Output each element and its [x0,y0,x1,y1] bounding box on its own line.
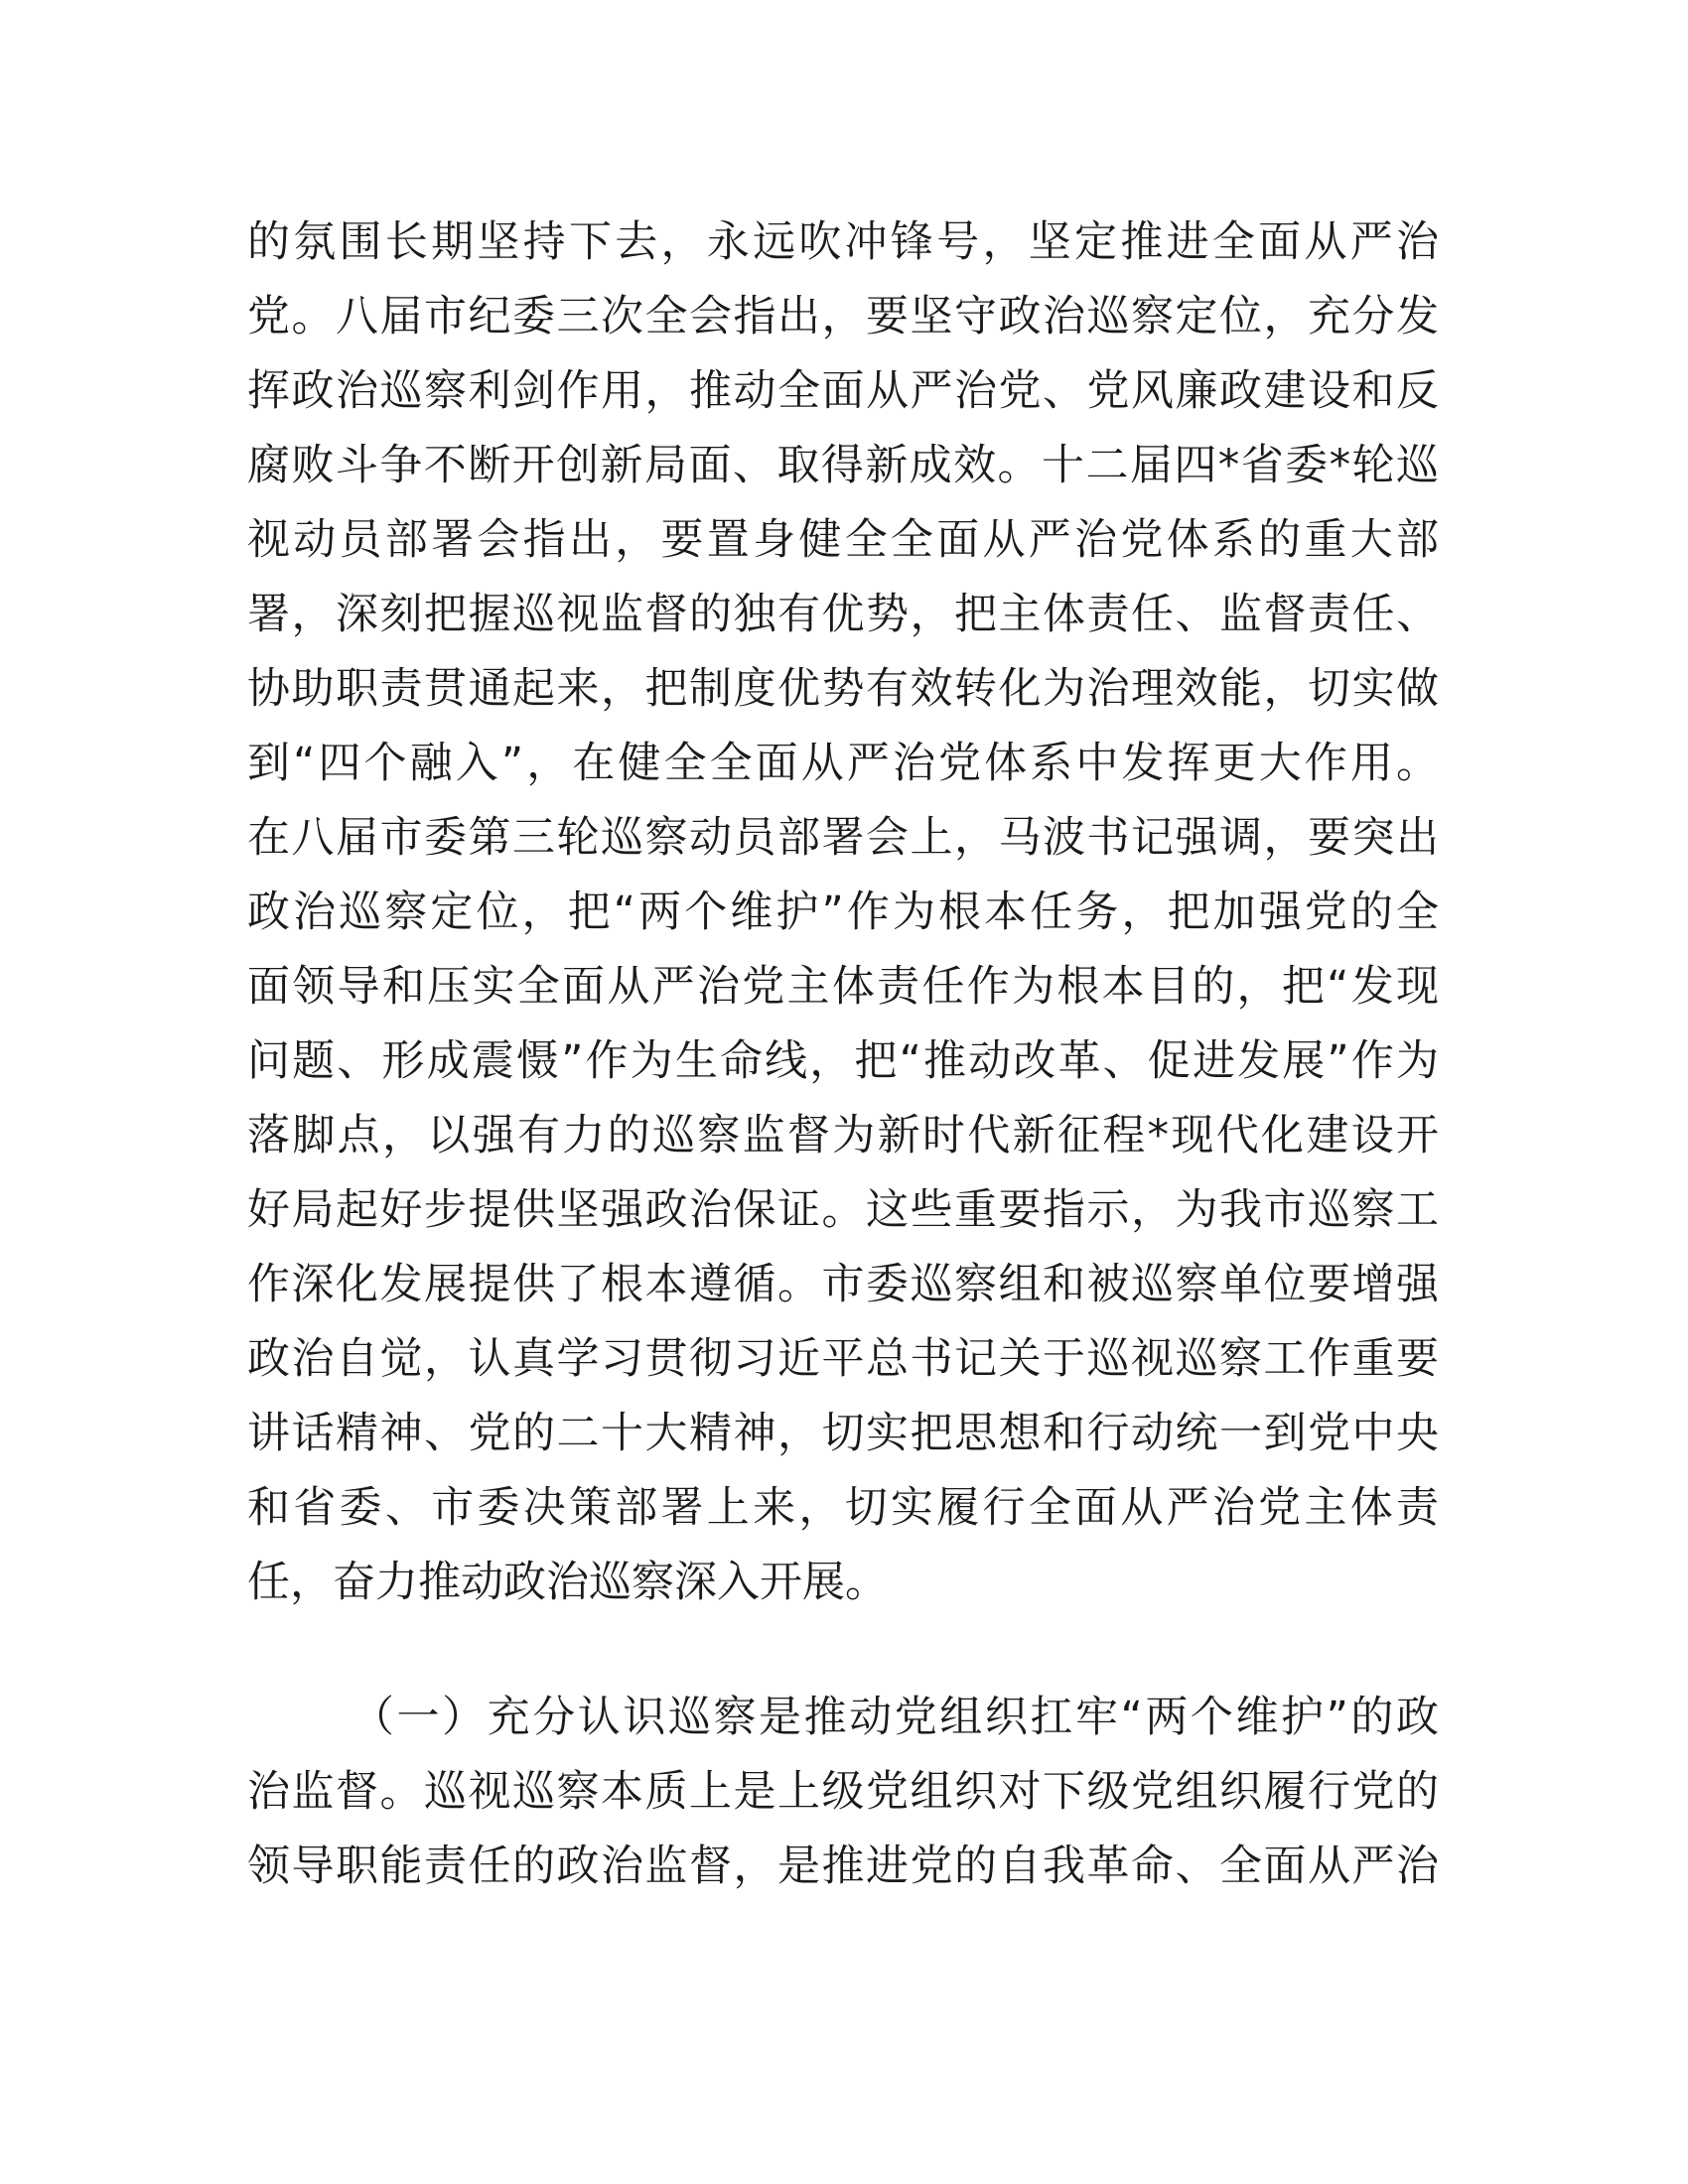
body-paragraph-2 [247,1681,1439,1904]
text-line: 腐败斗争不断开创新局面、取得新成效。十二届四*省委*轮巡 [247,441,1439,490]
text-line: 政治巡察定位，把“两个维护”作为根本任务，把加强党的全 [247,887,1439,937]
text-line: 面领导和压实全面从严治党主体责任作为根本目的，把“发现 [247,962,1439,1012]
text-line: 视动员部署会指出，要置身健全全面从严治党体系的重大部 [247,515,1439,565]
text-line: 问题、形成震慑”作为生命线，把“推动改革、促进发展”作为 [247,1036,1439,1086]
text-line: 治监督。巡视巡察本质上是上级党组织对下级党组织履行党的 [247,1767,1439,1817]
text-line: 领导职能责任的政治监督，是推进党的自我革命、全面从严治 [247,1842,1439,1891]
text-line: 党。八届市纪委三次全会指出，要坚守政治巡察定位，充分发 [247,292,1439,341]
text-line: 协助职责贯通起来，把制度优势有效转化为治理效能，切实做 [247,664,1439,714]
section-heading-line: （一）充分认识巡察是推动党组织扛牢“两个维护”的政 [352,1693,1439,1742]
text-line: 到“四个融入”，在健全全面从严治党体系中发挥更大作用。 [247,739,1439,788]
text-line: 政治自觉，认真学习贯彻习近平总书记关于巡视巡察工作重要 [247,1334,1439,1384]
text-line: 任，奋力推动政治巡察深入开展。 [247,1558,888,1607]
text-line: 挥政治巡察利剑作用，推动全面从严治党、党风廉政建设和反 [247,366,1439,416]
text-line: 讲话精神、党的二十大精神，切实把思想和行动统一到党中央 [247,1409,1439,1458]
text-line: 落脚点，以强有力的巡察监督为新时代新征程*现代化建设开 [247,1111,1439,1160]
text-line: 署，深刻把握巡视监督的独有优势，把主体责任、监督责任、 [247,590,1439,639]
body-paragraph-1 [247,205,1439,1620]
text-line: 在八届市委第三轮巡察动员部署会上，马波书记强调，要突出 [247,813,1439,863]
text-line: 作深化发展提供了根本遵循。市委巡察组和被巡察单位要增强 [247,1260,1439,1309]
text-line: 和省委、市委决策部署上来，切实履行全面从严治党主体责 [247,1483,1439,1533]
text-line: 的氛围长期坚持下去，永远吹冲锋号，坚定推进全面从严治 [247,217,1439,267]
text-line: 好局起好步提供坚强政治保证。这些重要指示，为我市巡察工 [247,1185,1439,1235]
